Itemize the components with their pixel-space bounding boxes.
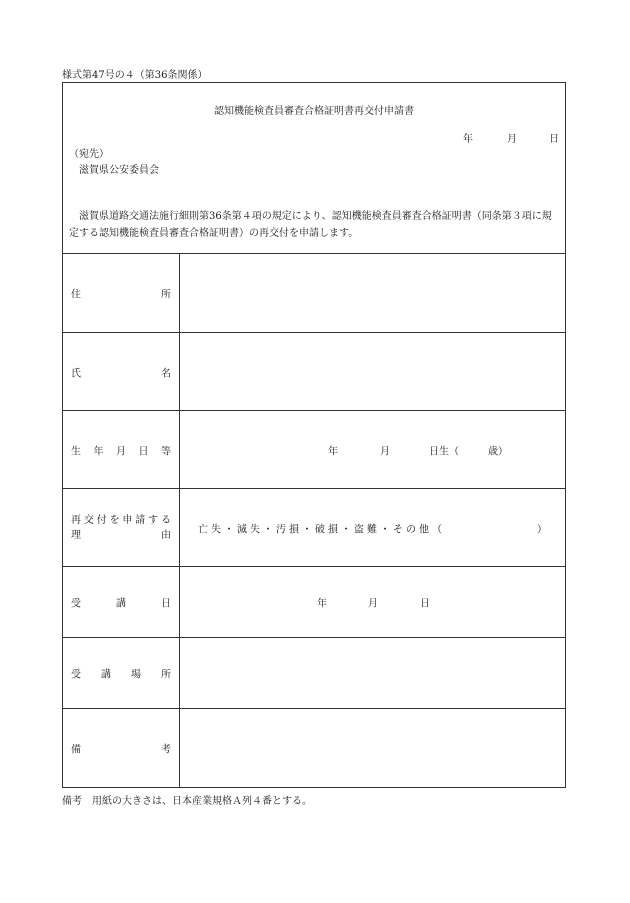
name-label-cell xyxy=(63,333,180,410)
reason-label-line1: 再交付を申請する xyxy=(71,514,171,526)
footnote: 備考 用紙の大きさは、日本産業規格Ａ列４番とする。 xyxy=(62,796,312,807)
birth-row xyxy=(63,410,565,488)
form-header xyxy=(63,83,565,253)
name-row xyxy=(63,332,565,410)
form-title: 認知機能検査員審査合格証明書再交付申請書 xyxy=(214,106,414,117)
address-label-cell xyxy=(63,254,180,332)
name-label: 氏名 xyxy=(71,368,171,379)
birth-year-label: 年 xyxy=(328,446,338,457)
course-place-label: 受講場所 xyxy=(71,669,171,681)
date-month-label: 月 xyxy=(507,134,517,145)
application-statement: 滋賀県道路交通法施行細則第36条第４項の規定により、認知機能検査員審査合格証明書（同条第３項に規定する認知機能検査員審査合格証明書）の再交付を申請します。 xyxy=(69,211,552,239)
course-date-row xyxy=(63,566,565,637)
address-row xyxy=(63,253,565,332)
committee-name: 滋賀県公安委員会 xyxy=(79,165,159,176)
addressee-label: （宛先） xyxy=(69,149,109,160)
application-form xyxy=(62,82,566,788)
address-field[interactable] xyxy=(180,254,565,332)
reason-label-cell xyxy=(63,489,180,566)
remarks-label-cell xyxy=(63,709,180,787)
reason-row xyxy=(63,488,565,566)
course-date-field[interactable] xyxy=(180,567,565,637)
course-place-field[interactable] xyxy=(180,638,565,708)
name-field[interactable] xyxy=(180,333,565,410)
remarks-row xyxy=(63,708,565,787)
reason-other-close: ） xyxy=(537,524,547,535)
reason-field[interactable] xyxy=(180,489,565,566)
course-month-label: 月 xyxy=(368,598,378,610)
birth-day-label: 日生（ xyxy=(429,446,459,457)
course-year-label: 年 xyxy=(317,598,327,610)
birth-month-label: 月 xyxy=(380,446,390,457)
remarks-field[interactable] xyxy=(180,709,565,787)
address-label: 住所 xyxy=(71,289,171,301)
birth-label: 生年月日等 xyxy=(71,446,171,457)
form-number: 様式第47号の４（第36条関係） xyxy=(62,70,208,81)
course-day-label: 日 xyxy=(420,598,430,610)
date-day-label: 日 xyxy=(549,134,559,145)
birth-field[interactable] xyxy=(180,411,565,488)
reason-options: 亡失・滅失・汚損・破損・盗難・その他（ xyxy=(198,524,445,535)
reason-label xyxy=(71,513,171,543)
date-year-label: 年 xyxy=(463,134,473,145)
course-place-label-cell xyxy=(63,638,180,708)
course-date-label: 受講日 xyxy=(71,598,171,610)
course-place-row xyxy=(63,637,565,708)
age-label: 歳） xyxy=(488,446,508,457)
birth-label-cell xyxy=(63,411,180,488)
reason-label-line2: 理由 xyxy=(71,529,171,541)
course-date-label-cell xyxy=(63,567,180,637)
remarks-label: 備考 xyxy=(71,744,171,756)
